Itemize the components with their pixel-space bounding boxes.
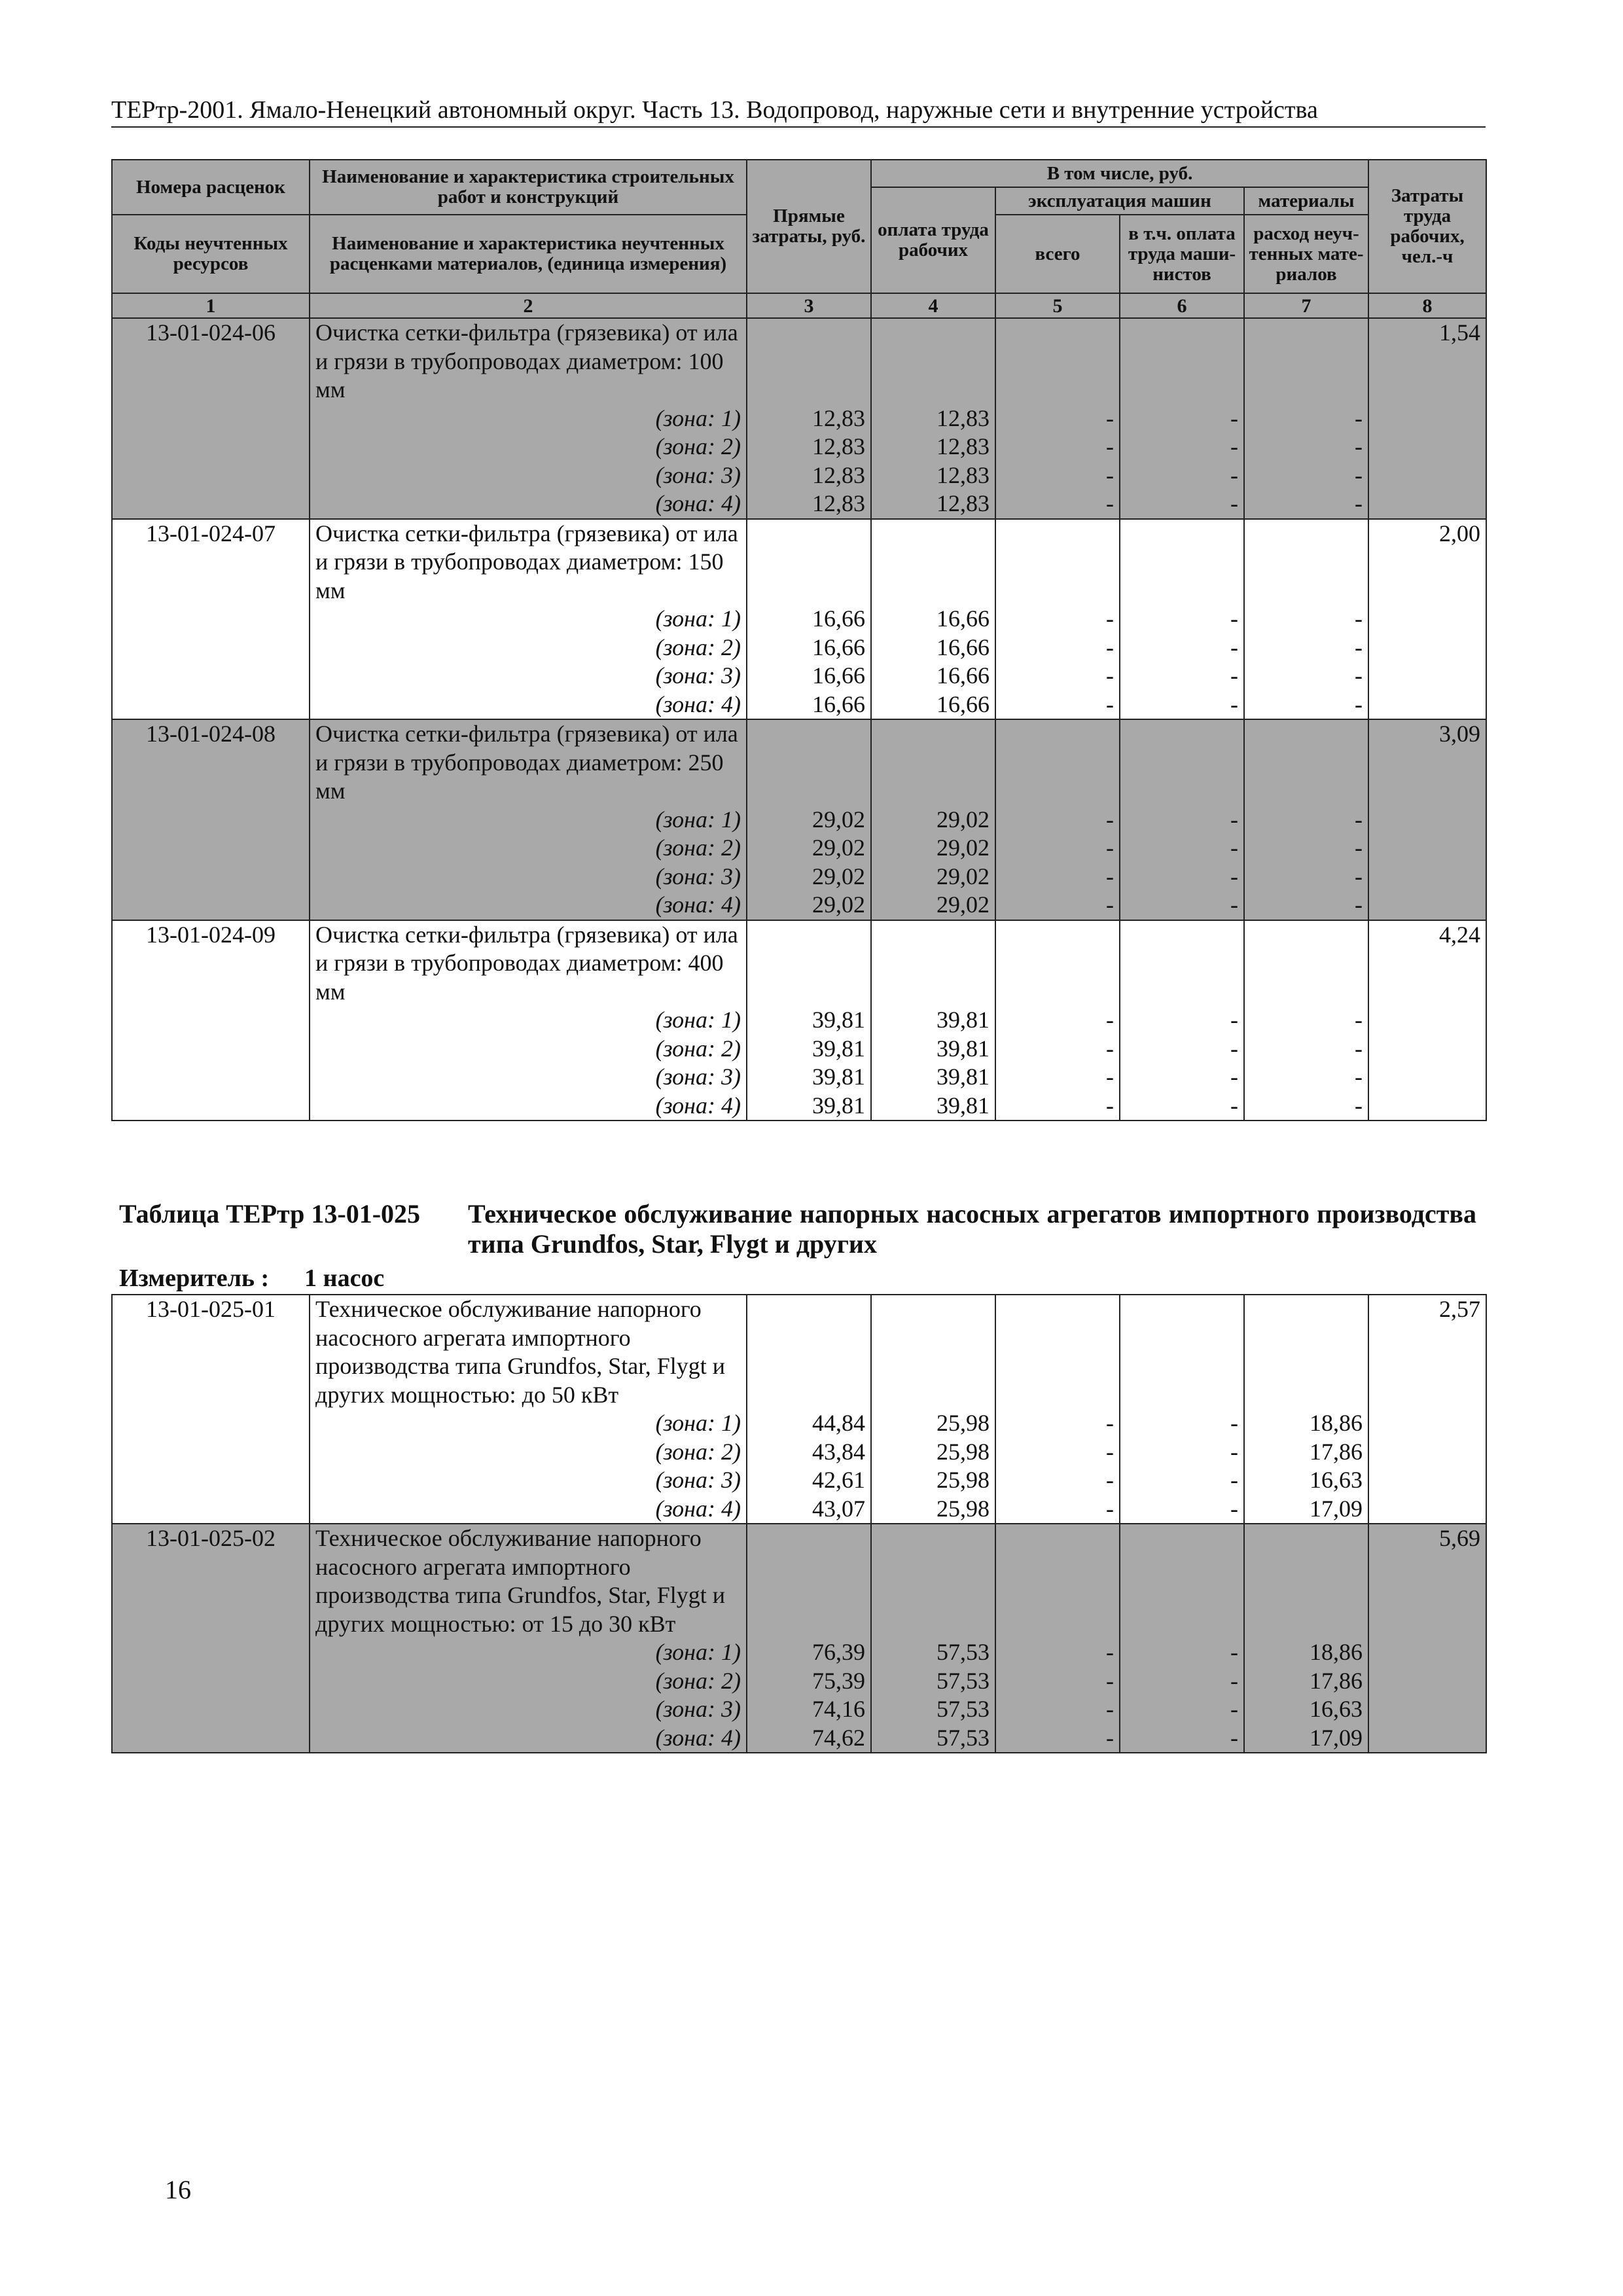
materials-cost: - <box>1355 691 1363 717</box>
machine-total: - <box>1106 1724 1114 1751</box>
machinist-pay: - <box>1230 1495 1238 1522</box>
machine-total: - <box>1106 605 1114 632</box>
materials-cost-cell <box>1244 920 1368 1121</box>
direct-cost-cell <box>747 920 871 1121</box>
table-header <box>112 160 1486 318</box>
column-number: 2 <box>310 293 747 318</box>
direct-cost: 29,02 <box>812 891 865 918</box>
measure-label: Измеритель : <box>119 1265 270 1292</box>
labor-pay: 39,81 <box>936 1064 990 1090</box>
machine-total: - <box>1106 1438 1114 1465</box>
direct-cost-cell <box>747 1524 871 1753</box>
zone-label: (зона: 2) <box>655 634 741 660</box>
machine-total: - <box>1106 1467 1114 1493</box>
direct-cost: 29,02 <box>812 806 865 833</box>
machinist-pay: - <box>1230 1667 1238 1694</box>
zone-label: (зона: 3) <box>655 1696 741 1722</box>
rate-description-text: Очистка сетки-фильтра (грязевика) от ила и грязи в трубопроводах диаметром: 250 мм <box>315 721 738 804</box>
rate-code: 13-01-025-01 <box>112 1295 310 1524</box>
labor-pay: 57,53 <box>936 1639 990 1665</box>
labor-pay: 12,83 <box>936 490 990 516</box>
labor-pay: 39,81 <box>936 1007 990 1033</box>
direct-cost: 16,66 <box>812 691 865 717</box>
direct-cost: 75,39 <box>812 1667 865 1694</box>
machine-total: - <box>1106 1092 1114 1119</box>
rate-row <box>112 519 1486 720</box>
machine-total: - <box>1106 1410 1114 1436</box>
materials-cost: - <box>1355 863 1363 889</box>
column-number: 6 <box>1120 293 1244 318</box>
labor-pay: 12,83 <box>936 461 990 488</box>
materials-cost: - <box>1355 605 1363 632</box>
zone-label: (зона: 4) <box>655 490 741 516</box>
zone-label: (зона: 3) <box>655 461 741 488</box>
direct-cost: 42,61 <box>812 1467 865 1493</box>
materials-cost: 18,86 <box>1310 1639 1363 1665</box>
header-labor-pay: оплата труда рабочих <box>871 187 995 293</box>
rate-code: 13-01-024-09 <box>112 920 310 1121</box>
machinist-pay-cell <box>1120 920 1244 1121</box>
machinist-pay: - <box>1230 834 1238 861</box>
machine-total: - <box>1106 1007 1114 1033</box>
labor-pay: 16,66 <box>936 662 990 689</box>
materials-cost-cell <box>1244 318 1368 519</box>
materials-cost: - <box>1355 662 1363 689</box>
materials-cost: - <box>1355 891 1363 918</box>
direct-cost-cell <box>747 1295 871 1524</box>
header-work-name: Наименование и характеристика строительных работ и конструкций <box>310 160 747 215</box>
machine-total-cell <box>995 719 1120 920</box>
zone-label: (зона: 4) <box>655 1495 741 1522</box>
labor-costs: 2,57 <box>1368 1295 1486 1524</box>
machine-total: - <box>1106 461 1114 488</box>
machinist-pay: - <box>1230 1035 1238 1062</box>
rate-row <box>112 318 1486 519</box>
header-machine-total: всего <box>995 215 1120 293</box>
column-number: 5 <box>995 293 1120 318</box>
labor-pay: 39,81 <box>936 1035 990 1062</box>
column-number: 1 <box>112 293 310 318</box>
machinist-pay: - <box>1230 662 1238 689</box>
rates-table-13-01-025 <box>111 1294 1487 1753</box>
machinist-pay: - <box>1230 1092 1238 1119</box>
zone-label: (зона: 3) <box>655 662 741 689</box>
table-label: Таблица ТЕРтр 13-01-025 <box>119 1199 421 1229</box>
materials-cost-cell <box>1244 519 1368 720</box>
header-labor-costs: Затраты труда рабочих, чел.-ч <box>1368 160 1486 293</box>
machinist-pay: - <box>1230 806 1238 833</box>
direct-cost: 16,66 <box>812 605 865 632</box>
direct-cost: 39,81 <box>812 1007 865 1033</box>
materials-cost-cell <box>1244 1524 1368 1753</box>
column-numbers-row <box>112 293 1486 318</box>
labor-pay: 25,98 <box>936 1495 990 1522</box>
machine-total: - <box>1106 433 1114 459</box>
labor-pay: 29,02 <box>936 891 990 918</box>
materials-cost: - <box>1355 1007 1363 1033</box>
machinist-pay: - <box>1230 891 1238 918</box>
machinist-pay: - <box>1230 1724 1238 1751</box>
materials-cost: 16,63 <box>1310 1467 1363 1493</box>
rate-description <box>310 318 747 519</box>
materials-cost: - <box>1355 490 1363 516</box>
labor-pay: 29,02 <box>936 834 990 861</box>
labor-pay-cell <box>871 920 995 1121</box>
labor-pay: 25,98 <box>936 1438 990 1465</box>
direct-cost-cell <box>747 318 871 519</box>
labor-pay: 57,53 <box>936 1724 990 1751</box>
zone-label: (зона: 3) <box>655 863 741 889</box>
materials-cost: 17,09 <box>1310 1495 1363 1522</box>
column-number: 3 <box>747 293 871 318</box>
machinist-pay: - <box>1230 863 1238 889</box>
rate-description <box>310 719 747 920</box>
header-machine-operation: эксплуатация машин <box>995 187 1244 215</box>
materials-cost: - <box>1355 634 1363 660</box>
labor-pay: 29,02 <box>936 806 990 833</box>
materials-cost: - <box>1355 1092 1363 1119</box>
materials-cost: - <box>1355 1035 1363 1062</box>
labor-pay: 16,66 <box>936 691 990 717</box>
direct-cost: 76,39 <box>812 1639 865 1665</box>
machine-total: - <box>1106 1639 1114 1665</box>
labor-pay: 39,81 <box>936 1092 990 1119</box>
materials-cost: - <box>1355 806 1363 833</box>
labor-pay-cell <box>871 1524 995 1753</box>
direct-cost: 29,02 <box>812 863 865 889</box>
direct-cost: 43,07 <box>812 1495 865 1522</box>
zone-label: (зона: 2) <box>655 433 741 459</box>
rate-row <box>112 920 1486 1121</box>
labor-pay-cell <box>871 318 995 519</box>
rate-description <box>310 1295 747 1524</box>
zone-label: (зона: 2) <box>655 1035 741 1062</box>
labor-pay: 57,53 <box>936 1667 990 1694</box>
machinist-pay: - <box>1230 1410 1238 1436</box>
labor-pay: 57,53 <box>936 1696 990 1722</box>
rate-code: 13-01-024-08 <box>112 719 310 920</box>
machine-total: - <box>1106 490 1114 516</box>
machine-total: - <box>1106 891 1114 918</box>
direct-cost: 29,02 <box>812 834 865 861</box>
machinist-pay: - <box>1230 1467 1238 1493</box>
zone-label: (зона: 3) <box>655 1467 741 1493</box>
materials-cost: 18,86 <box>1310 1410 1363 1436</box>
direct-cost: 44,84 <box>812 1410 865 1436</box>
materials-cost-cell <box>1244 719 1368 920</box>
running-header: ТЕРтр-2001. Ямало-Ненецкий автономный округ. Часть 13. Водопровод, наружные сети и внутренние устройства <box>111 94 1486 128</box>
rate-description-text: Техническое обслуживание напорного насосного агрегата импортного производства типа Grundfos, Star, Flygt и других мощностью: от 15 до 30 кВт <box>315 1525 726 1637</box>
table-body <box>112 1295 1486 1753</box>
labor-pay-cell <box>871 1295 995 1524</box>
zone-label: (зона: 4) <box>655 1092 741 1119</box>
direct-cost: 39,81 <box>812 1064 865 1090</box>
machinist-pay-cell <box>1120 318 1244 519</box>
machine-total-cell <box>995 318 1120 519</box>
machinist-pay: - <box>1230 1639 1238 1665</box>
rate-description-text: Очистка сетки-фильтра (грязевика) от ила и грязи в трубопроводах диаметром: 400 мм <box>315 921 738 1005</box>
machine-total: - <box>1106 404 1114 431</box>
table-title: Техническое обслуживание напорных насосных агрегатов импортного производства типа Grundfos, Star, Flygt и других <box>468 1199 1476 1259</box>
machine-total-cell <box>995 519 1120 720</box>
header-materials: материалы <box>1244 187 1368 215</box>
direct-cost: 74,62 <box>812 1724 865 1751</box>
labor-costs: 1,54 <box>1368 318 1486 519</box>
measure-unit <box>119 1263 384 1293</box>
machine-total: - <box>1106 1035 1114 1062</box>
materials-cost: - <box>1355 404 1363 431</box>
materials-cost: - <box>1355 834 1363 861</box>
zone-label: (зона: 1) <box>655 1007 741 1033</box>
zone-label: (зона: 4) <box>655 691 741 717</box>
labor-pay: 29,02 <box>936 863 990 889</box>
rate-code: 13-01-024-07 <box>112 519 310 720</box>
header-machinist-pay: в т.ч. оплата труда маши- нистов <box>1120 215 1244 293</box>
machinist-pay-cell <box>1120 719 1244 920</box>
machinist-pay: - <box>1230 1438 1238 1465</box>
machinist-pay: - <box>1230 691 1238 717</box>
machine-total: - <box>1106 806 1114 833</box>
rate-description-text: Очистка сетки-фильтра (грязевика) от ила и грязи в трубопроводах диаметром: 150 мм <box>315 520 738 603</box>
zone-label: (зона: 2) <box>655 1438 741 1465</box>
machinist-pay: - <box>1230 433 1238 459</box>
materials-cost: - <box>1355 1064 1363 1090</box>
rate-description-text: Очистка сетки-фильтра (грязевика) от ила и грязи в трубопроводах диаметром: 100 мм <box>315 319 738 403</box>
rates-table-13-01-024 <box>111 159 1487 1121</box>
page-number: 16 <box>165 2175 191 2204</box>
rate-code: 13-01-025-02 <box>112 1524 310 1753</box>
labor-pay: 16,66 <box>936 634 990 660</box>
direct-cost-cell <box>747 719 871 920</box>
labor-pay: 12,83 <box>936 404 990 431</box>
machinist-pay: - <box>1230 605 1238 632</box>
header-direct-costs: Прямые затраты, руб. <box>747 160 871 293</box>
labor-costs: 2,00 <box>1368 519 1486 720</box>
zone-label: (зона: 1) <box>655 1410 741 1436</box>
column-number: 7 <box>1244 293 1368 318</box>
machine-total: - <box>1106 634 1114 660</box>
materials-cost: 17,09 <box>1310 1724 1363 1751</box>
header-materials-name: Наименование и характеристика неучтенных расценками материалов, (единица измерения) <box>310 215 747 293</box>
rate-row <box>112 719 1486 920</box>
machine-total: - <box>1106 834 1114 861</box>
zone-label: (зона: 1) <box>655 605 741 632</box>
header-rate-numbers: Номера расценок <box>112 160 310 215</box>
header-including: В том числе, руб. <box>871 160 1368 187</box>
column-number: 8 <box>1368 293 1486 318</box>
direct-cost: 12,83 <box>812 461 865 488</box>
rate-description <box>310 519 747 720</box>
zone-label: (зона: 3) <box>655 1064 741 1090</box>
machine-total: - <box>1106 1667 1114 1694</box>
zone-label: (зона: 1) <box>655 806 741 833</box>
direct-cost: 16,66 <box>812 634 865 660</box>
direct-cost: 74,16 <box>812 1696 865 1722</box>
direct-cost: 12,83 <box>812 404 865 431</box>
zone-label: (зона: 4) <box>655 891 741 918</box>
labor-pay-cell <box>871 719 995 920</box>
materials-cost: - <box>1355 433 1363 459</box>
measure-value: 1 насос <box>304 1265 385 1292</box>
machine-total: - <box>1106 1495 1114 1522</box>
direct-cost: 16,66 <box>812 662 865 689</box>
zone-label: (зона: 1) <box>655 404 741 431</box>
machinist-pay-cell <box>1120 1524 1244 1753</box>
labor-pay: 12,83 <box>936 433 990 459</box>
zone-label: (зона: 2) <box>655 834 741 861</box>
machine-total: - <box>1106 863 1114 889</box>
header-resource-codes: Коды неучтенных ресурсов <box>112 215 310 293</box>
machinist-pay-cell <box>1120 519 1244 720</box>
labor-pay: 25,98 <box>936 1467 990 1493</box>
direct-cost: 12,83 <box>812 490 865 516</box>
direct-cost: 39,81 <box>812 1092 865 1119</box>
column-number: 4 <box>871 293 995 318</box>
zone-label: (зона: 1) <box>655 1639 741 1665</box>
labor-costs: 5,69 <box>1368 1524 1486 1753</box>
header-unaccounted-materials: расход неуч- тенных мате- риалов <box>1244 215 1368 293</box>
labor-pay: 16,66 <box>936 605 990 632</box>
labor-pay: 25,98 <box>936 1410 990 1436</box>
machine-total: - <box>1106 1696 1114 1722</box>
machinist-pay: - <box>1230 490 1238 516</box>
labor-pay-cell <box>871 519 995 720</box>
machine-total: - <box>1106 662 1114 689</box>
machinist-pay: - <box>1230 634 1238 660</box>
direct-cost: 43,84 <box>812 1438 865 1465</box>
rate-description-text: Техническое обслуживание напорного насосного агрегата импортного производства типа Grundfos, Star, Flygt и других мощностью: до 50 кВт <box>315 1296 726 1408</box>
table-body <box>112 318 1486 1121</box>
rate-row <box>112 1295 1486 1524</box>
rate-row <box>112 1524 1486 1753</box>
zone-label: (зона: 2) <box>655 1667 741 1694</box>
machinist-pay: - <box>1230 404 1238 431</box>
zone-label: (зона: 4) <box>655 1724 741 1751</box>
machinist-pay: - <box>1230 1696 1238 1722</box>
machinist-pay: - <box>1230 461 1238 488</box>
materials-cost-cell <box>1244 1295 1368 1524</box>
labor-costs: 3,09 <box>1368 719 1486 920</box>
machine-total-cell <box>995 1295 1120 1524</box>
rate-description <box>310 920 747 1121</box>
rate-description <box>310 1524 747 1753</box>
materials-cost: 17,86 <box>1310 1667 1363 1694</box>
machinist-pay: - <box>1230 1064 1238 1090</box>
direct-cost: 39,81 <box>812 1035 865 1062</box>
materials-cost: 17,86 <box>1310 1438 1363 1465</box>
direct-cost-cell <box>747 519 871 720</box>
rate-code: 13-01-024-06 <box>112 318 310 519</box>
machine-total-cell <box>995 1524 1120 1753</box>
direct-cost: 12,83 <box>812 433 865 459</box>
machinist-pay-cell <box>1120 1295 1244 1524</box>
machine-total: - <box>1106 691 1114 717</box>
materials-cost: - <box>1355 461 1363 488</box>
materials-cost: 16,63 <box>1310 1696 1363 1722</box>
machine-total-cell <box>995 920 1120 1121</box>
machinist-pay: - <box>1230 1007 1238 1033</box>
labor-costs: 4,24 <box>1368 920 1486 1121</box>
machine-total: - <box>1106 1064 1114 1090</box>
